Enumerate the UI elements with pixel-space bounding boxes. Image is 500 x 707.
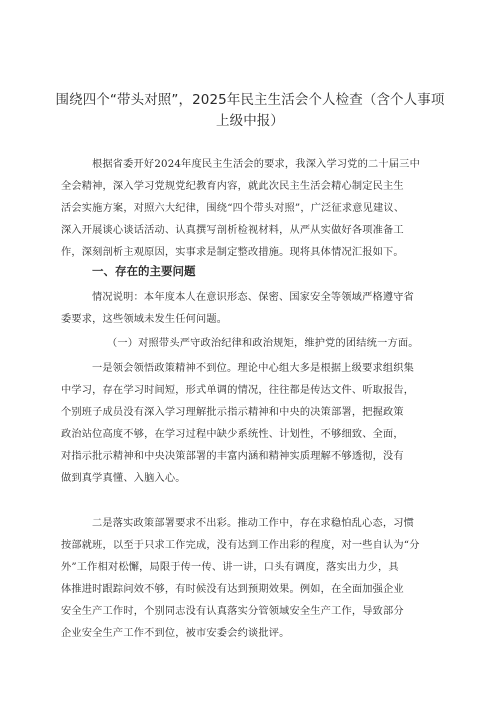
intro-line-2: 全会精神，深入学习党规党纪教育内容，就此次民主生活会精心制定民主生 (61, 181, 404, 192)
para1-line-4: 政治站位高度不够，在学习过程中缺少系统性、计划性，不够细致、全面， (61, 429, 404, 440)
intro-line-1: 根据省委开好2024年度民主生活会的要求，我深入学习党的二十届三中 (92, 159, 420, 170)
para2-line-1: 二是落实政策部署要求不出彩。推动工作中，存在求稳怕乱心态，习惯 (92, 518, 415, 529)
para2-line-4: 体推进时跟踪问效不够，有时候没有达到预期效果。例如，在全面加强企业 (61, 584, 404, 595)
para1-line-5: 对指示批示精神和中央决策部署的丰富内涵和精神实质理解不够透彻，没有 (61, 451, 404, 462)
intro-line-3: 活会实施方案，对照六大纪律，围绕“四个带头对照”，广泛征求意见建议、 (61, 203, 405, 214)
para2-line-2: 按部就班，以至于只求工作完成，没有达到工作出彩的程度，对一些自认为“分 (61, 540, 420, 551)
para1-line-2: 中学习，存在学习时间短，形式单调的情况，往往都是传达文件、听取报告， (61, 385, 415, 396)
intro-line-5: 作，深刻剖析主观原因，实事求是制定整改措施。现将具体情况汇报如下。 (61, 247, 404, 258)
section-heading: 一、存在的主要问题 (92, 264, 196, 278)
situation-line-2: 委要求，这些领域未发生任何问题。 (61, 314, 228, 325)
intro-line-4: 深入开展谈心谈话活动、认真撰写剖析检视材料，从严从实做好各项准备工 (61, 225, 404, 236)
situation-line-1: 情况说明：本年度本人在意识形态、保密、国家安全等领域严格遵守省 (92, 292, 415, 303)
document-title-line-1: 围绕四个“带头对照”，2025年民主生活会个人检查（含个人事项 (55, 92, 445, 108)
para2-line-6: 企业安全生产工作不到位，被市安委会约谈批评。 (61, 628, 290, 639)
para2-line-5: 安全生产工作时，个别同志没有认真落实分管领域安全生产工作，导致部分 (61, 606, 404, 617)
para1-line-6: 做到真学真懂、入脑入心。 (61, 473, 186, 484)
para1-line-1: 一是领会领悟政策精神不到位。理论中心组大多是根据上级要求组织集 (92, 363, 415, 374)
document-title-line-2: 上级中报） (216, 113, 284, 129)
subheading-1: （一）对照带头严守政治纪律和政治规矩，维护党的团结统一方面。 (107, 338, 419, 349)
para2-line-3: 外”工作相对松懈，局限于传一传、讲一讲，口头有调度，落实出力少，具 (61, 562, 399, 573)
para1-line-3: 个别班子成员没有深入学习理解批示指示精神和中央的决策部署，把握政策 (61, 407, 404, 418)
